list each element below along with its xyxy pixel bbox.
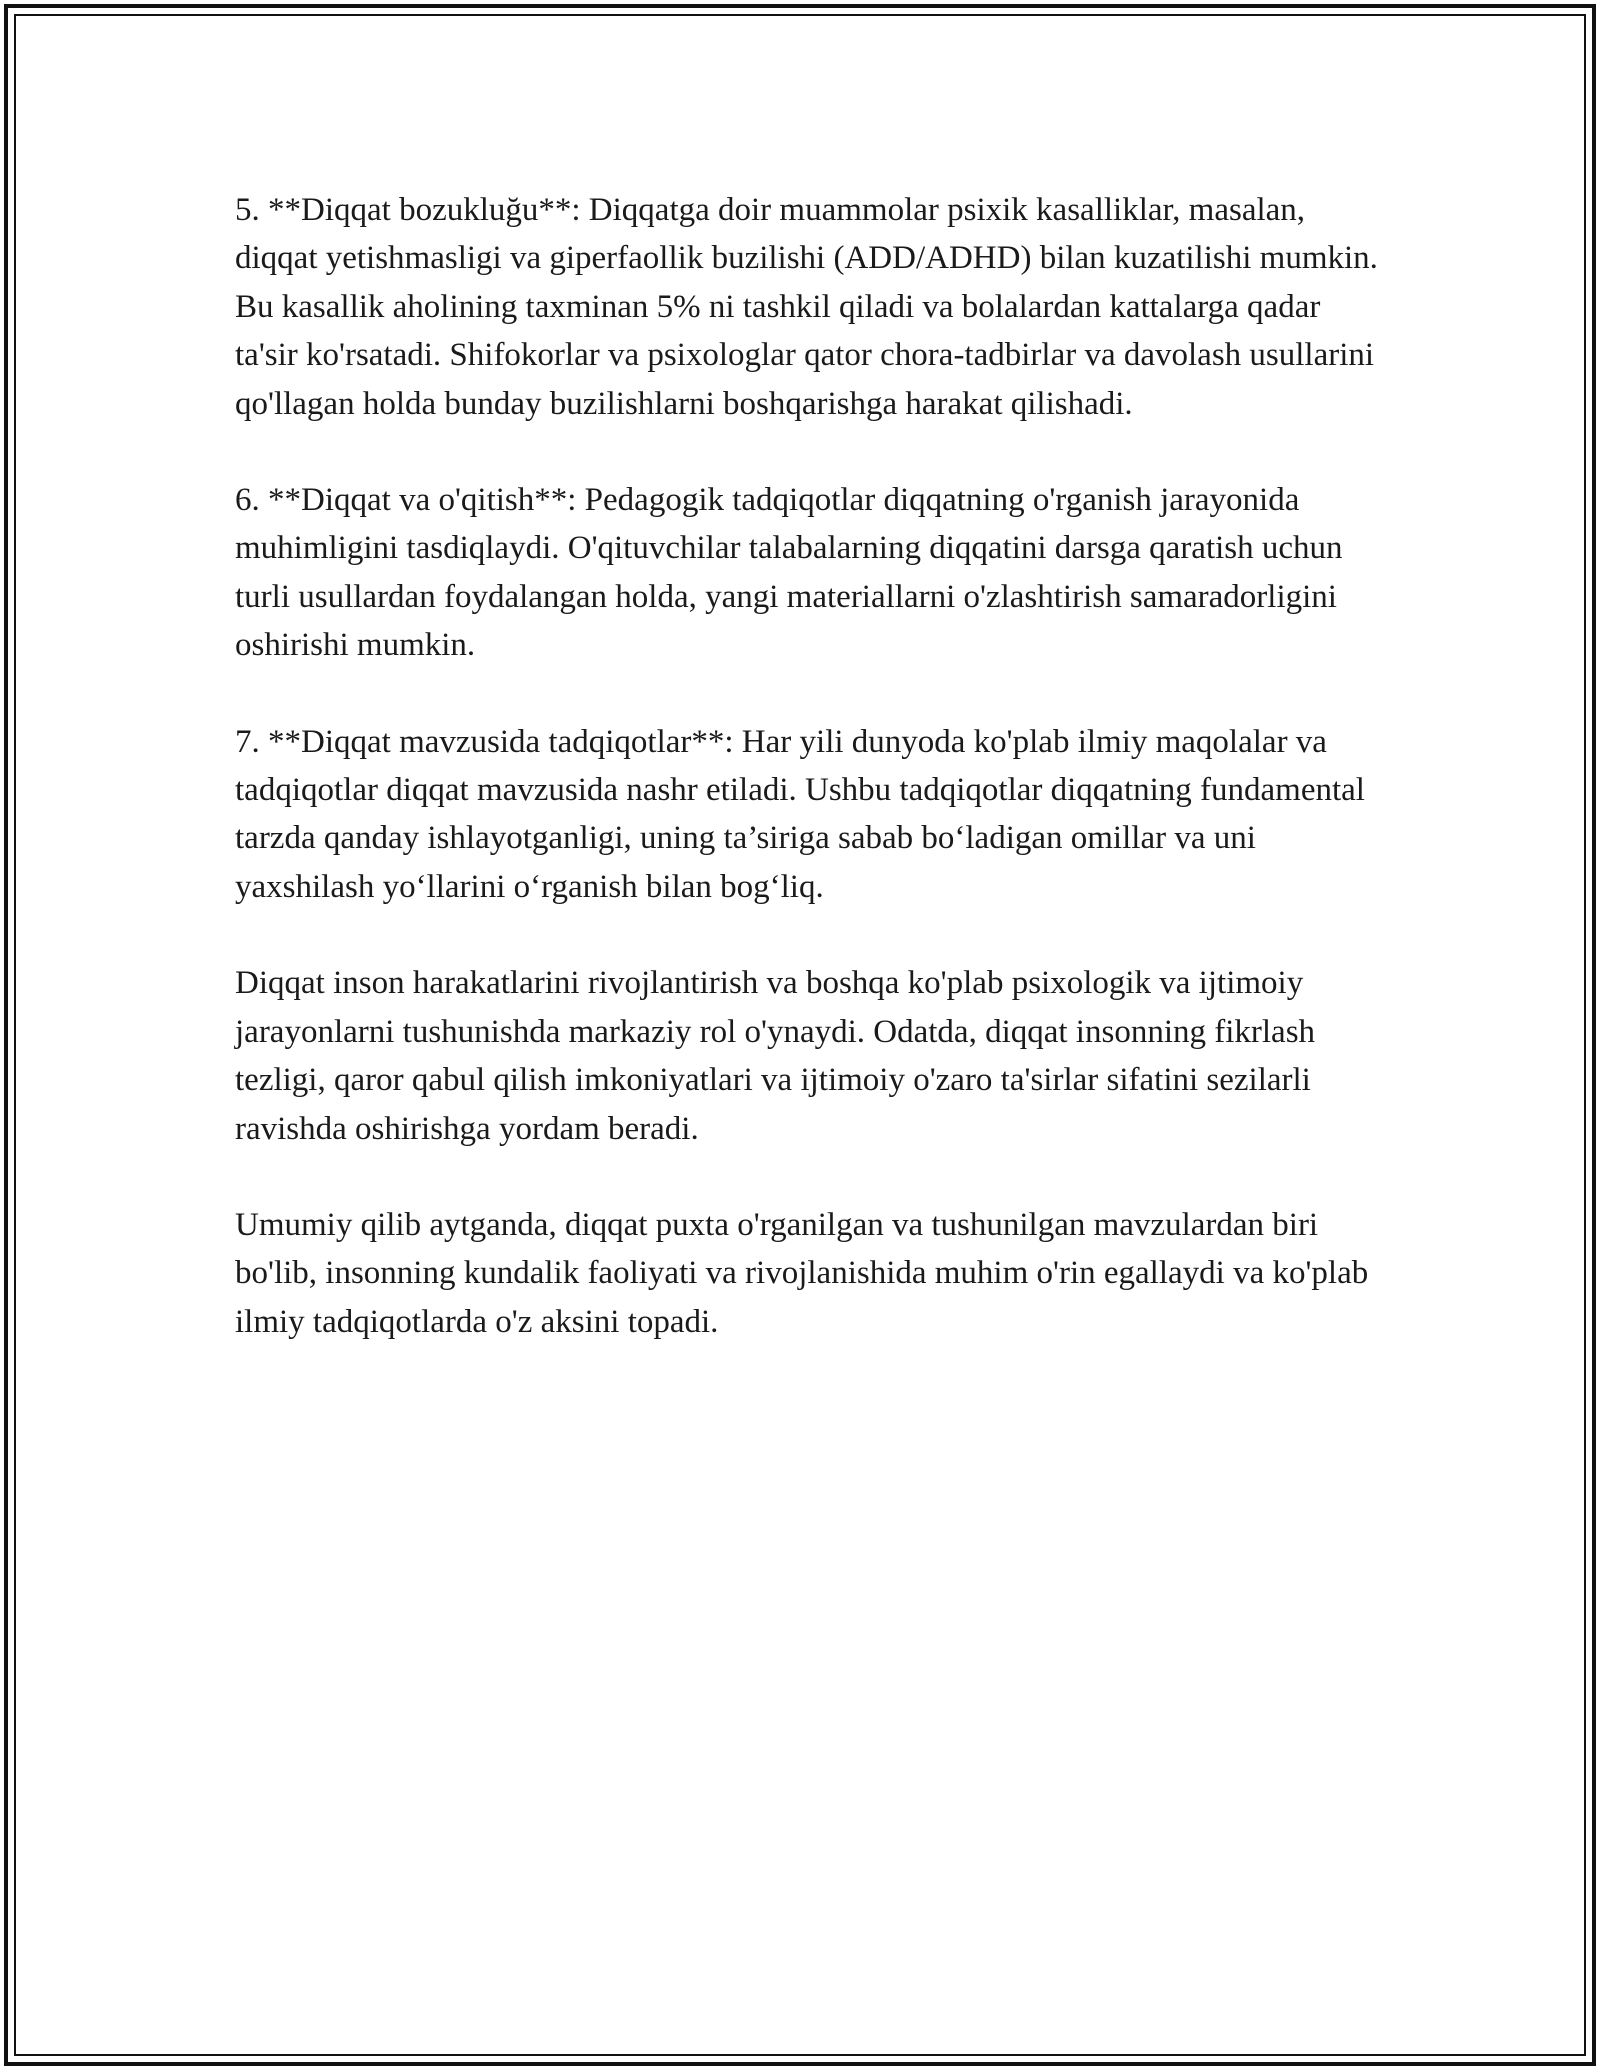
paragraph-markaziy-rol: Diqqat inson harakatlarini rivojlantirish va boshqa ko'plab psixologik va ijtimoiy jarayonlarni tushunishda markaziy rol o'ynaydi. Odatda, diqqat insonning fikrlash tezligi, qaror qabul qilish imkoniyatlari va ijtimoiy o'zaro ta'sirlar sifatini sezilarli ravishda oshirishga yordam beradi. [235,965,1316,1147]
paragraph-diqqat-va-oqitish: 6. **Diqqat va o'qitish**: Pedagogik tadqiqotlar diqqatning o'rganish jarayonida muhimligini tasdiqlaydi. O'qituvchilar talabalarning diqqatini darsga qaratish uchun turli usullardan foydalangan holda, yangi materiallarni o'zlashtirish samaradorligini oshirishi mumkin. [235,482,1343,664]
paragraph-xulosa: Umumiy qilib aytganda, diqqat puxta o'rganilgan va tushunilgan mavzulardan biri bo'lib, insonning kundalik faoliyati va rivojlanishida muhim o'rin egallaydi va ko'plab ilmiy tadqiqotlarda o'z aksini topadi. [235,1206,1369,1340]
paragraph-diqqat-tadqiqotlar: 7. **Diqqat mavzusida tadqiqotlar**: Har yili dunyoda ko'plab ilmiy maqolalar va tadqiqotlar diqqat mavzusida nashr etiladi. Ushbu tadqiqotlar diqqatning fundamental tarzda qanday ishlayotganligi, uning ta’siriga sabab bo‘ladigan omillar va uni yaxshilash yo‘llarini o‘rganish bilan bog‘liq. [235,723,1365,905]
paragraph-diqqat-bozuklugu: 5. **Diqqat bozukluğu**: Diqqatga doir muammolar psixik kasalliklar, masalan, diqqat yetishmasligi va giperfaollik buzilishi (ADD/ADHD) bilan kuzatilishi mumkin. Bu kasallik aholining taxminan 5% ni tashkil qiladi va bolalardan kattalarga qadar ta'sir ko'rsatadi. Shifokorlar va psixologlar qator chora-tadbirlar va davolash usullarini qo'llagan holda bunday buzilishlarni boshqarishga harakat qilishadi. [235,192,1378,422]
document-body [235,186,1385,1394]
